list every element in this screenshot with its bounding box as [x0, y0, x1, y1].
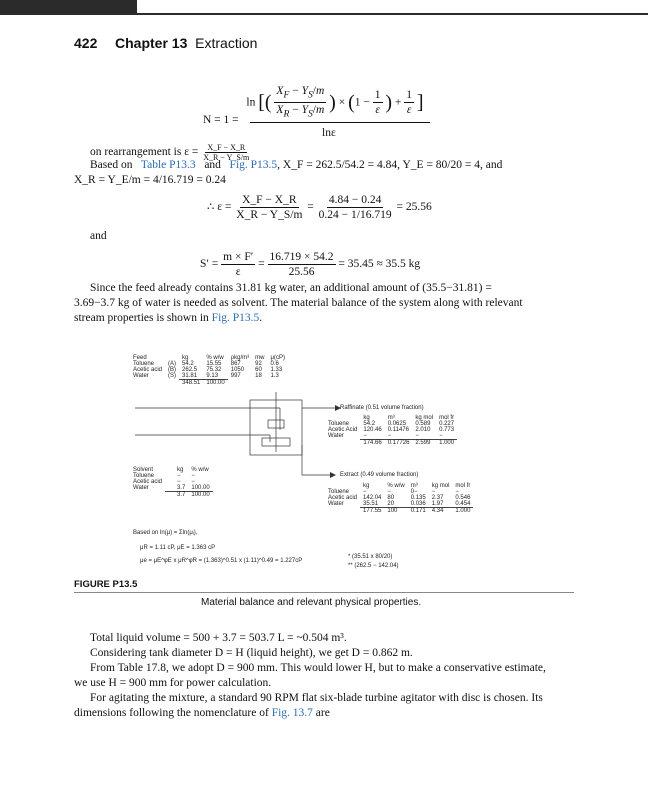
fig-13-7-link[interactable]: Fig. 13.7: [271, 707, 313, 719]
raffinate-title: Raffinate (0.51 volume fraction): [340, 405, 424, 411]
header-bar: [0, 0, 137, 15]
rearrangement-line: on rearrangement is ε = $\frac{X\_F - X\_R}{X\_R - Y\_S/m}$: [90, 143, 250, 162]
n-fraction-bar: [250, 122, 430, 123]
agitator-line-1: For agitating the mixture, a standard 90 RPM flat six-blade turbine agitator with disc is chosen. Its: [90, 692, 543, 704]
extract-title: Extract (0.49 volume fraction): [340, 472, 419, 478]
note-mu-r: μR = 1.11 cP, μE = 1.363 cP: [140, 545, 216, 551]
figure-caption: Material balance and relevant physical properties.: [201, 597, 422, 608]
footnote-2: ** (262.5 − 142.04): [348, 563, 399, 569]
paragraph-line-1: Since the feed already contains 31.81 kg water, an additional amount of (35.5−31.81) =: [90, 282, 492, 294]
figure-label: FIGURE P13.5: [74, 579, 138, 590]
epsilon-equation: ∴ ε = $\frac{X\_F - X\_R}{X\_R - Y\_S/m}$ = $\frac{4.84 - 0.24}{0.24 - 1/16.719}$ = 25.56: [207, 194, 432, 221]
page-number: 422: [74, 35, 98, 51]
fig-p13-5-link[interactable]: Fig. P13.5: [229, 159, 278, 171]
table-17-8-line-2: we use H = 900 mm for power calculation.: [74, 677, 272, 689]
n-equation-numerator: ln [( $\frac{X_F - Y_S/m}{X_R - Y_S/m}$ ) × (1 − $\frac{1}{\varepsilon}$ ) + $\frac{1}{\varepsilon}$ ]: [246, 85, 424, 120]
table-17-8-line-1: From Table 17.8, we adopt D = 900 mm. This would lower H, but to make a conservative estimate,: [90, 662, 546, 674]
footnote-1: * (35.51 x 80/20): [348, 554, 393, 560]
feed-table: Feed kg % w/w ρkg/m³ mw μ(cP) Toluene (A) 54.2 15.55 867 92 0.6 Acetic acid (B) 262.5 75.32 1050 60 1.33 Water (S) 31.81 9.13 997 18 1.3 348.51 100.00: [133, 355, 285, 386]
figure-p13-5: [130, 355, 530, 575]
and-line: and: [90, 230, 107, 242]
paragraph-line-2: 3.69−3.7 kg of water is needed as solvent. The material balance of the system along with relevant: [74, 297, 523, 309]
agitator-line-2: dimensions following the nomenclature of Fig. 13.7 are: [74, 707, 330, 719]
solvent-table: Solvent kg % w/w Toluene − − Acetic acid − − Water 3.7 100.00 3.7 100.00: [130, 467, 213, 498]
diameter-line: Considering tank diameter D = H (liquid height), we get D = 0.862 m.: [90, 647, 413, 659]
fig-p13-5-link-2[interactable]: Fig. P13.5: [211, 312, 260, 324]
total-volume-line: Total liquid volume = 500 + 3.7 = 503.7 L = ~0.504 m³.: [90, 632, 347, 644]
based-on-line-1: Based on Table P13.3 and Fig. P13.5, X_F = 262.5/54.2 = 4.84, Y_E = 80/20 = 4, and: [90, 159, 503, 171]
chapter-heading: [115, 35, 257, 51]
extract-table: kg % w/w m³ kg mol mol fr Toluene − − 0− − − Acetic acid 142.04 80 0.135 2.37 0.546 Water 35.51 20 0.036 1.97 0.454 177.55 100 0.171 4.34 1.000: [325, 483, 473, 514]
s-prime-equation: S′ = $\frac{m \times F'}{\varepsilon}$ = $\frac{16.719 \times 54.2}{25.56}$ = 35.45 ≈ 35.5 kg: [200, 251, 421, 278]
n-equation-lhs: N = 1 =: [203, 114, 239, 126]
based-on-line-2: X_R = Y_E/m = 4/16.719 = 0.24: [74, 174, 226, 186]
caption-rule: [74, 592, 574, 593]
n-equation-denominator: lnε: [322, 127, 336, 139]
raffinate-table: kg m³ kg mol mol fr Toluene 54.2 0.0625 0.589 0.227 Acetic Acid 120.46 0.11476 2.010 0.773 Water − − − − 174.66 0.17726 2.599 1.000: [325, 415, 457, 446]
chapter-title: Extraction: [195, 35, 258, 51]
extract-arrow: [330, 472, 336, 478]
note-mu-e: μe = μE^φE x μR^φR = (1.363)^0.51 x (1.11)^0.49 = 1.227cP: [140, 558, 303, 564]
note-based-on: Based on ln(μ) = Σln(μᵢ),: [133, 530, 198, 536]
chapter-label: Chapter 13: [115, 35, 188, 51]
header-rule: [137, 13, 648, 15]
table-p13-3-link[interactable]: Table P13.3: [140, 159, 196, 171]
paragraph-line-3: stream properties is shown in Fig. P13.5.: [74, 312, 263, 324]
